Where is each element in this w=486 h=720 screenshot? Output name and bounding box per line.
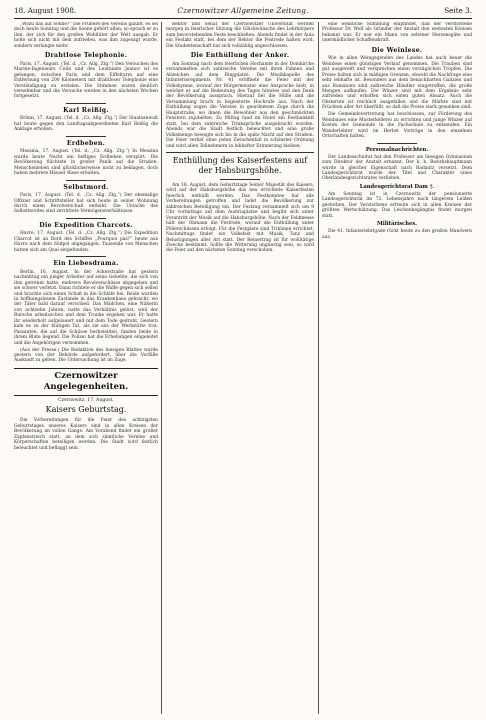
article-text: „Wozu das auf Sonne?“ Die Frühere des Vereins glaubt, es sei doch heute Sonntag und die Sonne gehört allen; so sprach er zu ihm, der sich für den großen Wohltäter der Welt ausgab. Er holte sich nicht mit dem zufrieden, was ihm zugesagt wurde, sondern verlangte mehr. xyxy=(14,22,158,49)
article-headline: Kaisers Geburtstag. xyxy=(45,405,127,415)
page-header xyxy=(14,5,472,17)
section-heading: Die Expedition Charcots. xyxy=(39,221,133,229)
section-heading: Personalnachrichten. xyxy=(365,146,429,153)
article-text: Berlin, 16. August. In der Ackerstraße hat gestern nachmittag ein junger Arbeiter auf seine Geliebte, die sich von ihm getrennt hatte, mehrere Revolverschüsse abgegeben und sie schwer verletzt. Dann richtete er die Waffe gegen sich selbst und brachte sich einen Schuß in die Schläfe bei. Beide wurden in hoffnungslosem Zustande in das Krankenhaus gebracht, wo der Täter bald darauf verschied. Das Mädchen, eine Näherin von achtzehn Jahren, hatte das Verhältnis gelöst, weil der Bursche arbeitsscheu und dem Trunke ergeben war. Er hatte ihr wiederholt aufgelauert und mit dem Tode gedroht. Gestern kam es zu der blutigen Tat, als sie aus der Werkstätte trat. Passanten, die auf die Schüsse herbeieilten, fanden beide in ihrem Blute liegend. Die Polizei hat die Erhebungen eingeleitet und die Angehörigen vernommen. xyxy=(14,269,158,346)
separator xyxy=(66,218,106,219)
article-text: Wie in allen Weingegenden des Landes hat auch heuer die Weinlese einen günstigen Verlauf genommen. Die Trauben sind gut ausgereift und versprechen einen vorzüglichen Tropfen. Die Preise halten sich in mäßigen Grenzen, obwohl die Nachfrage eine sehr lebhafte ist. Besonders aus dem benachbarten Galizien und aus Rumänien sind zahlreiche Händler eingetroffen, die große Mengen aufkaufen. Die Winzer sind mit dem Ergebnis sehr zufrieden und erhoffen sich einen guten Absatz. Auch die Obsternte ist reichlich ausgefallen und die Märkte sind mit Früchten aller Art überfüllt, so daß die Preise stark gesunken sind. xyxy=(322,56,472,111)
newspaper-title: Czernowitzer Allgemeine Zeitung. xyxy=(177,6,309,15)
section-heading: Die Weinlese. xyxy=(371,46,423,54)
section-heading: Drahtlose Telephonie. xyxy=(44,52,128,60)
section-heading: Erdbeben. xyxy=(66,139,106,147)
header-rule xyxy=(14,18,472,19)
separator xyxy=(66,180,106,181)
article-text: (Aus der Presse.) Die Redaktion des hiesigen Blattes wurde gestern von der Behörde aufgefordert, über die Vorfälle Auskunft zu geben. Die Untersuchung ist im Zuge. xyxy=(14,347,158,364)
section-heading: Landesgerichtsrat Dam †. xyxy=(359,183,435,190)
separator xyxy=(377,143,417,144)
article-text: Paris, 17. August. (Tel. d. „Cz. Allg. Ztg.“) Den Versuchen des Marine-Ingenieurs Colin und des Leutnants Jeance ist es gelungen, zwischen Paris und dem Eiffelturm auf eine Entfernung von 200 Kilometern mit drahtloser Telephonie eine Verständigung zu erzielen. Die Stimmen waren deutlich vernehmbar und die Versuche werden in den nächsten Wochen fortgesetzt. xyxy=(14,61,158,100)
column-right xyxy=(322,22,472,714)
article-text: Am Sonntag ist in Czernowitz der pensionierte Landesgerichtsrat im 72. Lebensjahre nach längerem Leiden gestorben. Der Verstorbene erfreute sich in allen Kreisen der größten Wertschätzung. Das Leichenbegängnis findet morgen statt. xyxy=(322,191,472,219)
separator xyxy=(66,103,106,104)
article-text: Paris, 17. August. (Tel. d. „Cz. Allg. Ztg.“) Der ehemalige Offizier und Schriftsteller hat sich heute in seiner Wohnung durch einen Revolverschuß entleibt. Die Ursache des Selbstmordes sind zerrüttete Vermögensverhältnisse. xyxy=(14,193,158,215)
section-banner: Czernowitzer Angelegenheiten. xyxy=(14,368,158,396)
page-number: Seite 3. xyxy=(444,6,472,15)
column-left xyxy=(14,22,158,714)
article-text: Brünn, 17. August. (Tel. d. „Cz. Allg. Ztg.“) Der Staatsanwalt hat heute gegen den Landtagsabgeordneten Karl Reißig die Anklage erhoben. xyxy=(14,116,158,133)
article-headline: Enthüllung des Kaiserfestens auf der Habsburgshöhe. xyxy=(172,156,308,176)
separator xyxy=(66,256,106,257)
article-text: Am 18. August, dem Geburtstage Seiner Majestät des Kaisers, wird auf der Habsburgshöhe das neu errichtete Kaiserfesten feierlich enthüllt werden. Das Festkomitee hat alle Vorbereitungen getroffen und ladet die Bevölkerung zur zahlreichen Beteiligung ein. Der Festzug versammelt sich um 9 Uhr vormittags auf dem Austriaplatze und begibt sich unter Vorantritt der Musik auf die Habsburgshöhe. Nach der Feldmesse hält der Obmann die Festrede, worauf die Enthüllung unter Pöllerschüssen erfolgt. Für die Festgäste sind Tribünen errichtet. Nachmittags findet ein Volksfest mit Musik, Tanz und Belustigungen aller Art statt. Der Reinertrag ist für wohltätige Zwecke bestimmt. Sollte die Witterung ungünstig sein, so wird die Feier auf den nächsten Sonntag verschoben. xyxy=(166,183,314,254)
section-heading: Militärisches. xyxy=(377,221,417,228)
column-divider xyxy=(318,22,319,714)
section-heading: Karl Reißig. xyxy=(63,106,109,114)
section-heading: Die Enthüllung der Anker. xyxy=(190,52,290,60)
article-text: Die 41. Infanteriebrigade rückt heute zu den großen Manövern aus. xyxy=(322,229,472,240)
article-text: Rektor und Senat der Czernowitzer Universität werden morgen in feierlicher Sitzung die Glückwünsche des Lehrkörpers zum bevorstehenden Feste beschließen. Abends findet in der Aula ein Festakt statt, bei dem der Rektor die Festrede halten wird. Die Studentenschaft hat sich vollzählig angeschlossen. xyxy=(166,22,314,49)
separator xyxy=(220,179,260,180)
dateline: Czernowitz, 17. August. xyxy=(58,397,114,403)
separator xyxy=(66,136,106,137)
column-middle xyxy=(166,22,314,714)
article-text: Die Gemeindevertretung hat beschlossen, zur Förderung des Weinbaues eine Musterkellerei zu errichten und junge Winzer auf Kosten der Gemeinde in die Fachschule zu entsenden. Ein Wanderlehrer wird im Herbst Vorträge in den einzelnen Ortschaften halten. xyxy=(322,112,472,140)
article-text: eine weibliche Stimmung empfindet, daß der verstorbene Professor Dr. Wolf als Gründer der Anstalt den weitesten Kreisen bekannt war. Er war ein Mann von seltener Herzensgüte und unermüdlicher Schaffenskraft. xyxy=(322,22,472,44)
section-heading: Selbstmord. xyxy=(63,183,109,191)
separator xyxy=(166,152,314,153)
article-text: Die Vorbereitungen für die Feier des achtzigsten Geburtstages unseres Kaisers sind in allen Kreisen der Bevölkerung im vollen Gange. Am Vorabend findet ein großer Zapfenstreich statt, an dem sich sämtliche Vereine und Körperschaften beteiligen werden. Die Stadt wird festlich beleuchtet und beflaggt sein. xyxy=(14,418,158,451)
column-divider xyxy=(161,22,162,714)
article-text: Messina, 17. August. (Tel. d. „Cz. Allg. Ztg.“) In Messina wurde heute Nacht ein heftiges Erdbeben verspürt. Die Bevölkerung flüchtete in großer Panik auf die Straßen. Menschenleben sind glücklicherweise nicht zu beklagen, doch haben mehrere Häuser Risse erhalten. xyxy=(14,149,158,177)
article-text: Havre, 17. August. (Tel. d. „Cz. Allg. Ztg.“) Die Expedition Charcot ist an Bord des Schiffes „Pourquoi pas?“ heute aus Havre nach dem Südpol abgegangen. Tausende von Menschen hatten sich am Quai eingefunden. xyxy=(14,231,158,253)
article-text: Der Landesschulrat hat den Professor am hiesigen Gymnasium zum Direktor der Anstalt ernannt. Der k. k. Bezirkshauptmann wurde in gleicher Eigenschaft nach Radautz versetzt. Dem Landesgerichtsrat wurde der Titel und Charakter eines Oberlandesgerichtsrates verliehen. xyxy=(322,154,472,182)
article-text: Am Sonntag nach dem feierlichen Hochamte in der Domkirche versammelten sich zahlreiche Vereine mit ihren Fahnen und Abzeichen auf dem Ringplatze. Die Musikkapelle des Infanterieregiments Nr. 41 eröffnete die Feier mit der Volkshymne, worauf der Bürgermeister eine Ansprache hielt, in welcher er auf die Bedeutung des Tages hinwies und den Dank der Bevölkerung aussprach. Hierauf fiel die Hülle und die Versammlung brach in begeisterte Hochrufe aus. Nach der Enthüllung zogen die Vereine in geordnetem Zuge durch die Hauptstraße, wo ihnen die Bewohner aus den geschmückten Fenstern zujubelten. Zu Mittag fand im Hotel ein Festbankett statt, bei dem zahlreiche Trinksprüche ausgebracht wurden. Abends war die Stadt festlich beleuchtet und eine große Volksmenge bewegte sich bis in die späte Nacht auf den Straßen. Die Feier verlief ohne jeden Zwischenfall in schönster Ordnung und wird allen Teilnehmern in lebhafter Erinnerung bleiben. xyxy=(166,61,314,149)
header-date: 18. August 1908. xyxy=(14,6,77,15)
section-heading: Ein Liebesdrama. xyxy=(53,260,119,268)
